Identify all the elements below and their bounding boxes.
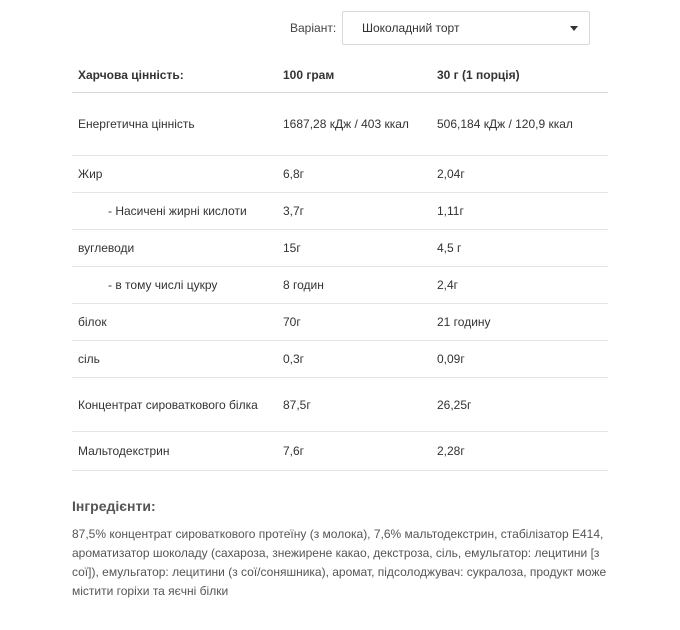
nutrient-per100-cell: [283, 441, 437, 461]
nutrient-per100: 1687,28 кДж / 403 ккал: [283, 117, 409, 131]
nutrient-serving-cell: [437, 395, 608, 415]
nutrient-per100: 3,7г: [283, 204, 305, 218]
nutrient-serving-cell: [437, 349, 608, 369]
nutrient-serving-cell: [437, 441, 608, 461]
nutrient-name: Жир: [78, 167, 103, 181]
nutrient-name: - Насичені жирні кислоти: [108, 204, 247, 218]
variant-label: Варіант:: [290, 21, 337, 35]
nutrient-per100-cell: [283, 201, 437, 221]
nutrient-serving-cell: [437, 114, 608, 134]
ingredients-title: Інгредієнти:: [72, 498, 156, 514]
nutrition-header-serving: 30 г (1 порція): [437, 68, 520, 82]
nutrient-serving: 2,28г: [437, 444, 465, 458]
nutrient-per100: 0,3г: [283, 352, 305, 366]
variant-selected-value: Шоколадний торт: [362, 21, 460, 35]
nutrient-name: - в тому числі цукру: [108, 278, 218, 292]
nutrition-table: [72, 58, 608, 471]
nutrient-name: Енергетична цінність: [78, 117, 195, 131]
table-row: [72, 267, 608, 304]
table-row: [72, 341, 608, 378]
nutrient-per100-cell: [283, 312, 437, 332]
table-row: [72, 432, 608, 471]
nutrient-name: Мальтодекстрин: [78, 444, 170, 458]
nutrient-name: вуглеводи: [78, 241, 135, 255]
nutrient-name-cell: [72, 312, 283, 332]
nutrient-name-cell: [72, 441, 283, 461]
nutrient-name: Концентрат сироваткового білка: [78, 397, 258, 412]
nutrient-serving-cell: [437, 312, 608, 332]
nutrient-serving: 26,25г: [437, 397, 472, 412]
nutrient-name-cell: [72, 201, 283, 221]
nutrient-name: білок: [78, 315, 107, 329]
nutrition-header-per100: 100 грам: [283, 68, 335, 82]
table-row: [72, 93, 608, 156]
nutrient-serving-cell: [437, 201, 608, 221]
nutrient-per100: 70г: [283, 315, 301, 329]
nutrient-name-cell: [72, 275, 283, 295]
nutrient-per100-cell: [283, 238, 437, 258]
nutrient-serving: 2,4г: [437, 278, 459, 292]
table-row: [72, 230, 608, 267]
nutrient-serving: 1,11г: [437, 204, 464, 218]
table-row: [72, 378, 608, 432]
nutrient-per100: 15г: [283, 241, 301, 255]
nutrition-header-row: [72, 58, 608, 93]
nutrient-serving-cell: [437, 238, 608, 258]
nutrient-serving: 21 годину: [437, 315, 491, 329]
nutrient-per100-cell: [283, 349, 437, 369]
nutrient-name-cell: [72, 395, 283, 415]
table-row: [72, 156, 608, 193]
nutrient-name-cell: [72, 238, 283, 258]
nutrient-name-cell: [72, 164, 283, 184]
table-row: [72, 193, 608, 230]
nutrient-per100-cell: [283, 114, 437, 134]
nutrient-serving: 506,184 кДж / 120,9 ккал: [437, 117, 573, 131]
nutrient-serving: 4,5 г: [437, 241, 462, 255]
nutrient-serving-cell: [437, 275, 608, 295]
nutrient-name-cell: [72, 349, 283, 369]
nutrient-per100: 7,6г: [283, 444, 305, 458]
variant-selector: [290, 10, 592, 46]
ingredients-text: 87,5% концентрат сироваткового протеїну (з молока), 7,6% мальтодекстрин, стабілізатор Е414, ароматизатор шоколаду (сахароза, знежирене какао, декстроза, сіль, емульгатор: лецитини [з сої]), емульгатор: лецитини (з сої/соняшника), аромат, підсолоджувач: сукралоза, продукт може містити горіхи та яєчні білки: [72, 527, 607, 598]
nutrient-serving-cell: [437, 164, 608, 184]
nutrient-name-cell: [72, 114, 283, 134]
chevron-down-icon: [570, 26, 578, 31]
nutrition-header-name: Харчова цінність:: [78, 68, 184, 82]
variant-dropdown[interactable]: [342, 11, 590, 45]
table-row: [72, 304, 608, 341]
nutrient-per100-cell: [283, 395, 437, 415]
nutrient-serving: 2,04г: [437, 167, 465, 181]
nutrient-per100: 8 годин: [283, 278, 324, 292]
nutrient-serving: 0,09г: [437, 352, 465, 366]
nutrient-per100: 87,5г: [283, 397, 311, 412]
nutrient-per100-cell: [283, 275, 437, 295]
nutrient-per100-cell: [283, 164, 437, 184]
nutrient-name: сіль: [78, 352, 100, 366]
nutrient-per100: 6,8г: [283, 167, 305, 181]
